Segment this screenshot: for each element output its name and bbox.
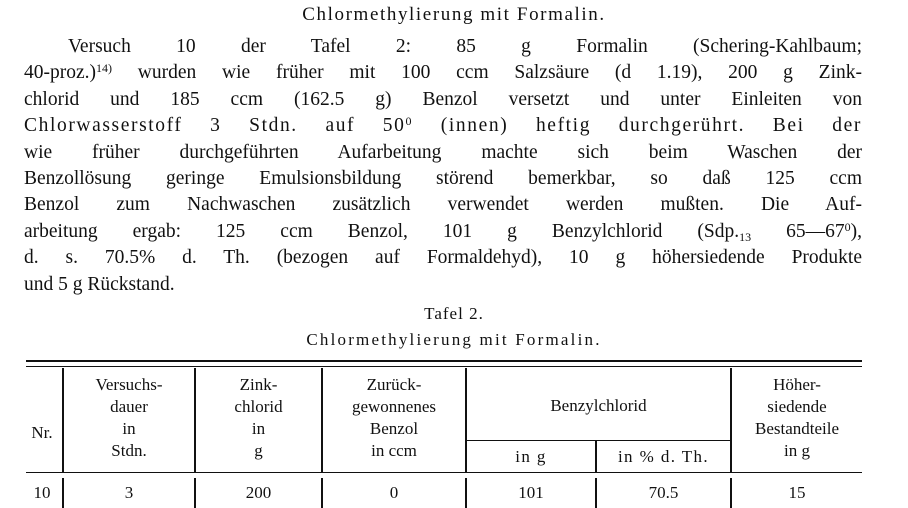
paragraph-line: chlorid und 185 ccm (162.5 g) Benzol versetzt und unter Einleiten von bbox=[24, 88, 862, 110]
cell-dauer: 3 bbox=[124, 483, 134, 502]
table-top-rule-thin bbox=[26, 366, 862, 367]
paragraph-line: d. s. 70.5% d. Th. (bezogen auf Formaldehyd), 10 g höhersiedende Produkte bbox=[24, 247, 862, 269]
table-title: Chlormethylierung mit Formalin. bbox=[306, 330, 602, 349]
paragraph-line: arbeitung ergab: 125 ccm Benzol, 101 g Benzylchlorid ($Sdp._{13}$ $65—67^0$), bbox=[24, 219, 863, 244]
header-hoeher: Höher- siedende Bestandteile in g bbox=[754, 375, 840, 460]
paragraph-line: und 5 g Rückstand. bbox=[24, 273, 175, 295]
paragraph-line: wie früher durchgeführten Aufarbeitung machte sich beim Waschen der bbox=[24, 141, 862, 163]
header-dauer: Versuchs- dauer in Stdn. bbox=[95, 375, 163, 460]
header-benzylchlorid: Benzylchlorid bbox=[550, 396, 647, 415]
table-top-rule bbox=[26, 360, 862, 362]
header-zinkchlorid: Zink- chlorid in g bbox=[234, 375, 283, 460]
header-benzyl-g: in g bbox=[515, 447, 547, 466]
cell-benzyl-pct: 70.5 bbox=[648, 483, 679, 502]
cell-zinkchlorid: 200 bbox=[245, 483, 272, 502]
body-paragraph bbox=[24, 34, 862, 298]
cell-hoeher: 15 bbox=[788, 483, 806, 502]
paragraph-line: Benzol zum Nachwaschen zusätzlich verwendet werden mußten. Die Auf- bbox=[24, 194, 862, 216]
table-caption: Tafel 2. bbox=[424, 304, 484, 323]
paragraph-line: Versuch 10 der Tafel 2: 85 g Formalin (Schering-Kahlbaum; bbox=[68, 36, 862, 57]
cell-benzol: 0 bbox=[389, 483, 399, 502]
paragraph-line: Benzollösung geringe Emulsionsbildung störend bemerkbar, so daß 125 ccm bbox=[24, 168, 862, 190]
cell-benzyl-g: 101 bbox=[518, 483, 544, 502]
footnote-ref: 14) bbox=[96, 61, 113, 76]
header-benzol: Zurück- gewonnenes Benzol in ccm bbox=[351, 375, 437, 460]
header-nr: Nr. bbox=[31, 423, 53, 442]
paragraph-line: 40-proz.)$^{14)}$ wurden wie früher mit 100 ccm Salzsäure (d 1.19), 200 g Zink- bbox=[24, 61, 862, 84]
header-benzyl-pct: in % d. Th. bbox=[617, 447, 710, 466]
section-heading: Chlormethylierung mit Formalin. bbox=[302, 4, 606, 25]
paragraph-line: Chlorwasserstoff 3 Stdn. auf $50^0$ (innen) heftig durchgerührt. Bei der bbox=[24, 114, 862, 137]
table-header-rule bbox=[26, 472, 862, 473]
benzyl-subheader-rule bbox=[466, 440, 730, 441]
cell-nr: 10 bbox=[33, 483, 51, 502]
